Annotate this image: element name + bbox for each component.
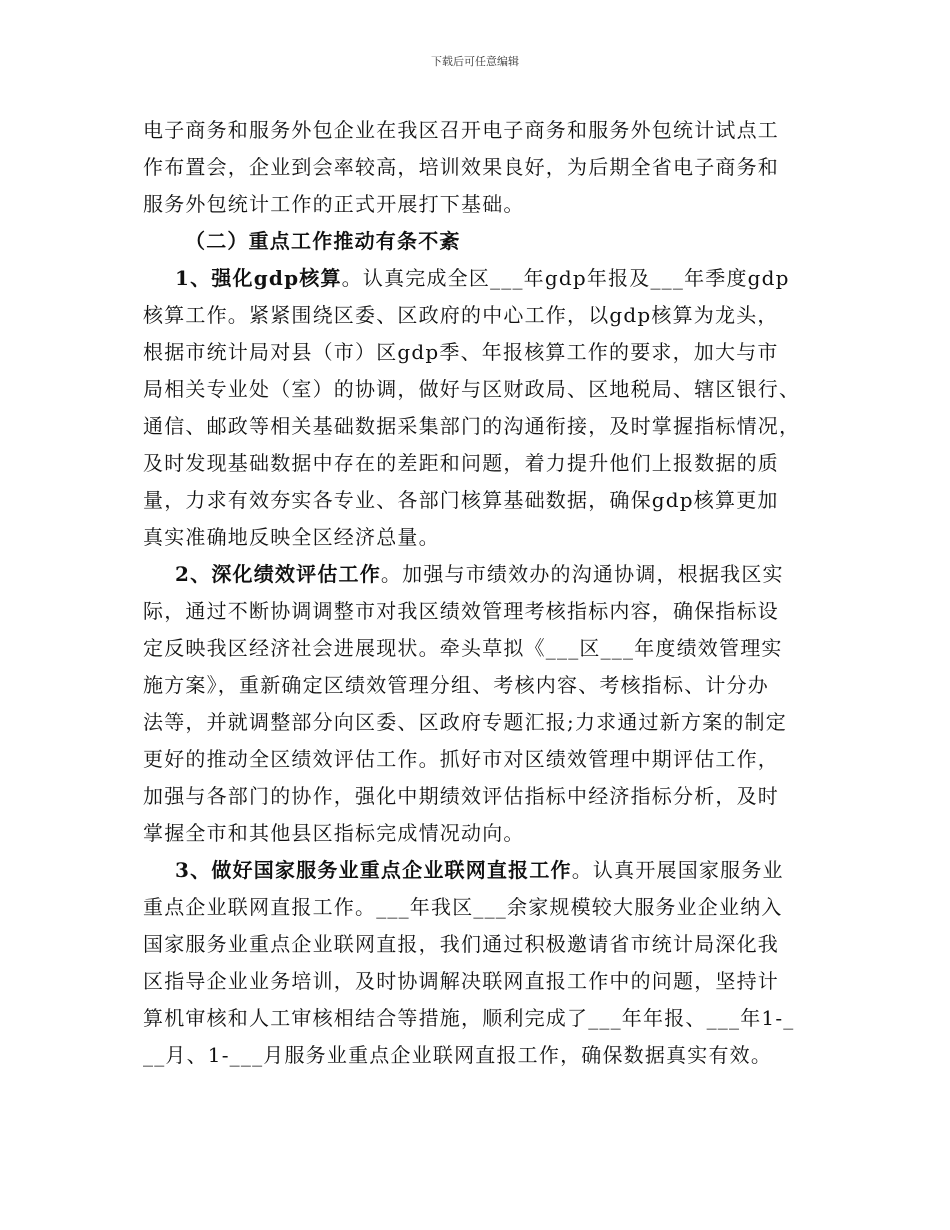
paragraph-first-line-text: 。加强与市绩效办的沟通协调，根据我区实: [380, 562, 784, 586]
text-line: 及时发现基础数据中存在的差距和问题，着力提升他们上报数据的质: [143, 451, 779, 475]
text-line: 施方案》，重新确定区绩效管理分组、考核内容、考核指标、计分办: [143, 673, 769, 697]
paragraph-performance-evaluation: [143, 556, 823, 852]
text-line: 区指导企业业务培训，及时协调解决联网直报工作中的问题，坚持计: [143, 969, 779, 993]
text-line: 国家服务业重点企业联网直报，我们通过积极邀请省市统计局深化我: [143, 932, 779, 956]
paragraph-first-line-text: 。认真完成全区___年gdp年报及___年季度gdp: [341, 266, 790, 290]
text-line: 根据市统计局对县（市）区gdp季、年报核算工作的要求，加大与市: [143, 340, 779, 364]
text-line: 真实准确地反映全区经济总量。: [143, 525, 440, 549]
text-line: 电子商务和服务外包企业在我区召开电子商务和服务外包统计试点工: [143, 118, 779, 142]
paragraph-gdp-accounting: [143, 260, 823, 556]
paragraph-title: 3、做好国家服务业重点企业联网直报工作: [175, 858, 572, 882]
text-line: 作布置会，企业到会率较高，培训效果良好，为后期全省电子商务和: [143, 155, 779, 179]
text-line: 核算工作。紧紧围绕区委、区政府的中心工作，以gdp核算为龙头，: [143, 303, 779, 327]
text-line: 法等，并就调整部分向区委、区政府专题汇报;力求通过新方案的制定: [143, 710, 787, 734]
text-line: 服务外包统计工作的正式开展打下基础。: [143, 192, 525, 216]
paragraph-first-line: [143, 852, 823, 889]
section-heading: （二）重点工作推动有条不紊: [185, 229, 461, 253]
text-line: 局相关专业处（室）的协调，做好与区财政局、区地税局、辖区银行、: [143, 377, 801, 401]
document-body: [143, 112, 823, 1074]
text-line: __月、1-___月服务业重点企业联网直报工作，确保数据真实有效。: [143, 1043, 773, 1067]
paragraph-first-line-text: 。认真开展国家服务业: [571, 858, 784, 882]
paragraph-first-line: [143, 556, 823, 593]
text-line: 算机审核和人工审核相结合等措施，顺利完成了___年年报、___年1-_: [143, 1006, 795, 1030]
paragraph-online-reporting: [143, 852, 823, 1074]
text-line: 通信、邮政等相关基础数据采集部门的沟通衔接，及时掌握指标情况，: [143, 414, 801, 438]
text-line: 重点企业联网直报工作。___年我区___余家规模较大服务业企业纳入: [143, 895, 783, 919]
paragraph-title: 2、深化绩效评估工作: [175, 562, 381, 586]
text-line: 加强与各部门的协作，强化中期绩效评估指标中经济指标分析，及时: [143, 784, 779, 808]
page-header: 下载后可任意编辑: [431, 55, 519, 68]
paragraph-title: 1、强化gdp核算: [175, 266, 342, 290]
paragraph-continuation: [143, 112, 823, 223]
text-line: 量，力求有效夯实各专业、各部门核算基础数据，确保gdp核算更加: [143, 488, 779, 512]
text-line: 更好的推动全区绩效评估工作。抓好市对区绩效管理中期评估工作，: [143, 747, 779, 771]
text-line: 定反映我区经济社会进展现状。牵头草拟《___区___年度绩效管理实: [143, 636, 783, 660]
text-line: 掌握全市和其他县区指标完成情况动向。: [143, 821, 525, 845]
paragraph-first-line: [143, 260, 823, 297]
text-line: 际，通过不断协调调整市对我区绩效管理考核指标内容，确保指标设: [143, 599, 779, 623]
